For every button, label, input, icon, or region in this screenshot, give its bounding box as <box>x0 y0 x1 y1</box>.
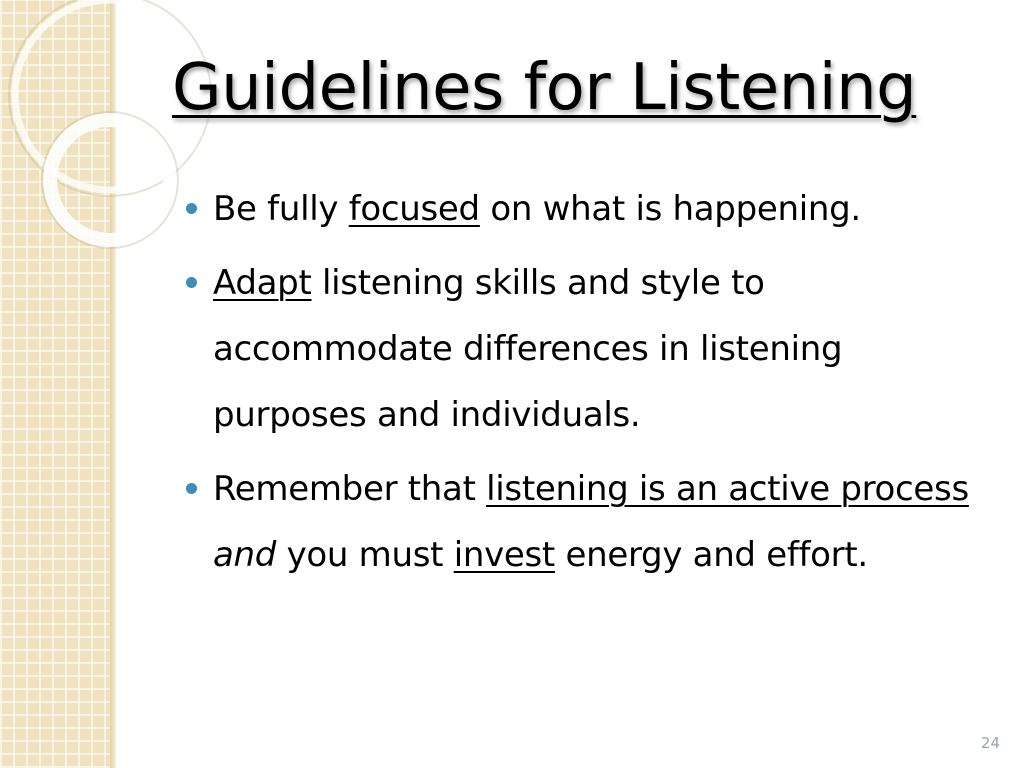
bullet-dot-icon <box>186 203 197 214</box>
bullet-dot-icon <box>186 277 197 288</box>
bullet-text-segment: listening skills and style to accommodate differences in listening purposes and individuals. <box>213 263 843 435</box>
page-number: 24 <box>980 734 1000 752</box>
bullet-item <box>186 250 976 448</box>
bullet-dot-icon <box>186 483 197 494</box>
bullet-text-segment: energy and effort. <box>554 535 868 575</box>
bullet-text-underlined: invest <box>453 535 555 575</box>
bullet-text-underlined: focused <box>348 189 480 229</box>
bullet-item <box>186 456 976 588</box>
bullet-text-underlined: listening is an active process <box>486 469 969 509</box>
slide-title: Guidelines for Listening <box>172 51 917 125</box>
bullet-list <box>186 176 976 596</box>
bullet-item <box>186 176 976 242</box>
bullet-text-segment: Be fully <box>213 189 349 229</box>
bullet-text-segment: Remember that <box>213 469 487 509</box>
bullet-text <box>213 263 842 435</box>
bullet-text <box>213 469 969 575</box>
bullet-text <box>213 189 861 229</box>
bullet-text-segment: on what is happening. <box>479 189 861 229</box>
bullet-text-segment: you must <box>276 535 454 575</box>
bullet-text-italic: and <box>213 535 277 575</box>
bullet-text-underlined: Adapt <box>213 263 312 303</box>
